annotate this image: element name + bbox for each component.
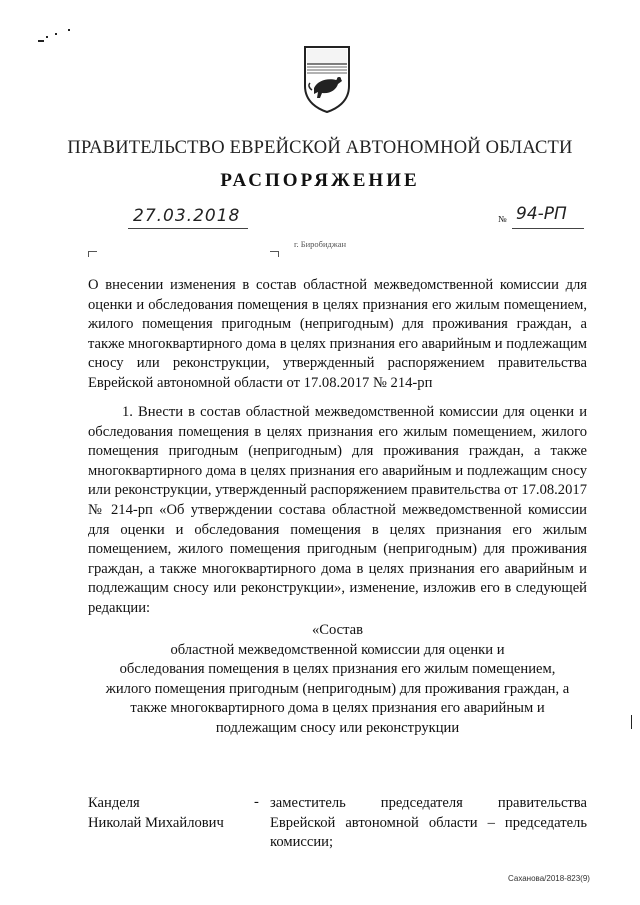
document-number: 94-РП bbox=[516, 204, 567, 224]
composition-line: обследования помещения в целях признания его жилым помещением, bbox=[119, 661, 556, 678]
city-name: г. Биробиджан bbox=[293, 239, 347, 249]
composition-line: областной межведомственной комиссии для оценки и bbox=[170, 641, 505, 658]
composition-line: подлежащим сносу или реконструкции bbox=[215, 719, 460, 736]
document-type: РАСПОРЯЖЕНИЕ bbox=[220, 170, 420, 191]
number-underline bbox=[512, 228, 584, 229]
scan-edge-mark bbox=[631, 715, 632, 729]
scan-speck bbox=[46, 36, 48, 38]
composition-line: жилого помещения пригодным (непригодным) для проживания граждан, а bbox=[105, 680, 570, 697]
composition-line: также многоквартирного дома в целях признания его аварийным и bbox=[130, 700, 545, 717]
member-name bbox=[88, 794, 248, 833]
scan-speck bbox=[68, 29, 70, 31]
document-subject: О внесении изменения в состав областной межведомственной комиссии для оценки и обследования помещения в целях признания его жилым помещением, жилого помещения пригодным (непригодным) для проживания граждан, а также многоквартирного дома в целях признания его аварийным и подлежащим сносу или реконструкции, утвержденный распоряжением правительства Еврейской автономной области от 17.08.2017 № 214-рп bbox=[88, 277, 587, 391]
subject-corner-left bbox=[88, 251, 97, 257]
member-dash: - bbox=[254, 794, 259, 810]
coat-of-arms-icon bbox=[302, 44, 352, 114]
member-surname: Канделя bbox=[88, 795, 140, 811]
member-role: заместитель председателя правительства Еврейской автономной области – председатель комиссии; bbox=[270, 795, 587, 851]
number-label: № bbox=[498, 214, 507, 224]
subject-corner-right bbox=[270, 251, 279, 257]
paragraph-1: 1. Внести в состав областной межведомственной комиссии для оценки и обследования помещения в целях признания его жилым помещением, жилого помещения пригодным (непригодным) для проживания граждан, а также многоквартирного дома в целях признания его аварийным и подлежащим сносу или реконструкции, утвержденный распоряжением правительства от 17.08.2017 № 214-рп «Об утверждении состава областной межведомственной комиссии для оценки и обследования помещения в целях признания его жилым помещением, жилого помещения пригодным (непригодным) для проживания граждан, а также многоквартирного дома в целях признания его аварийным и подлежащим сносу или реконструкции», изменение, изложив его в следующей редакции: bbox=[88, 404, 587, 616]
member-given-names: Николай Михайлович bbox=[88, 814, 224, 831]
scan-speck bbox=[38, 40, 44, 42]
scan-speck bbox=[55, 33, 57, 35]
composition-heading bbox=[88, 621, 587, 739]
composition-line: «Состав bbox=[311, 622, 364, 638]
government-title: ПРАВИТЕЛЬСТВО ЕВРЕЙСКОЙ АВТОНОМНОЙ ОБЛАСТИ bbox=[67, 138, 573, 158]
footer-reference: Саханова/2018-823(9) bbox=[508, 874, 590, 883]
document-date: 27.03.2018 bbox=[133, 206, 241, 226]
date-underline bbox=[128, 228, 248, 229]
